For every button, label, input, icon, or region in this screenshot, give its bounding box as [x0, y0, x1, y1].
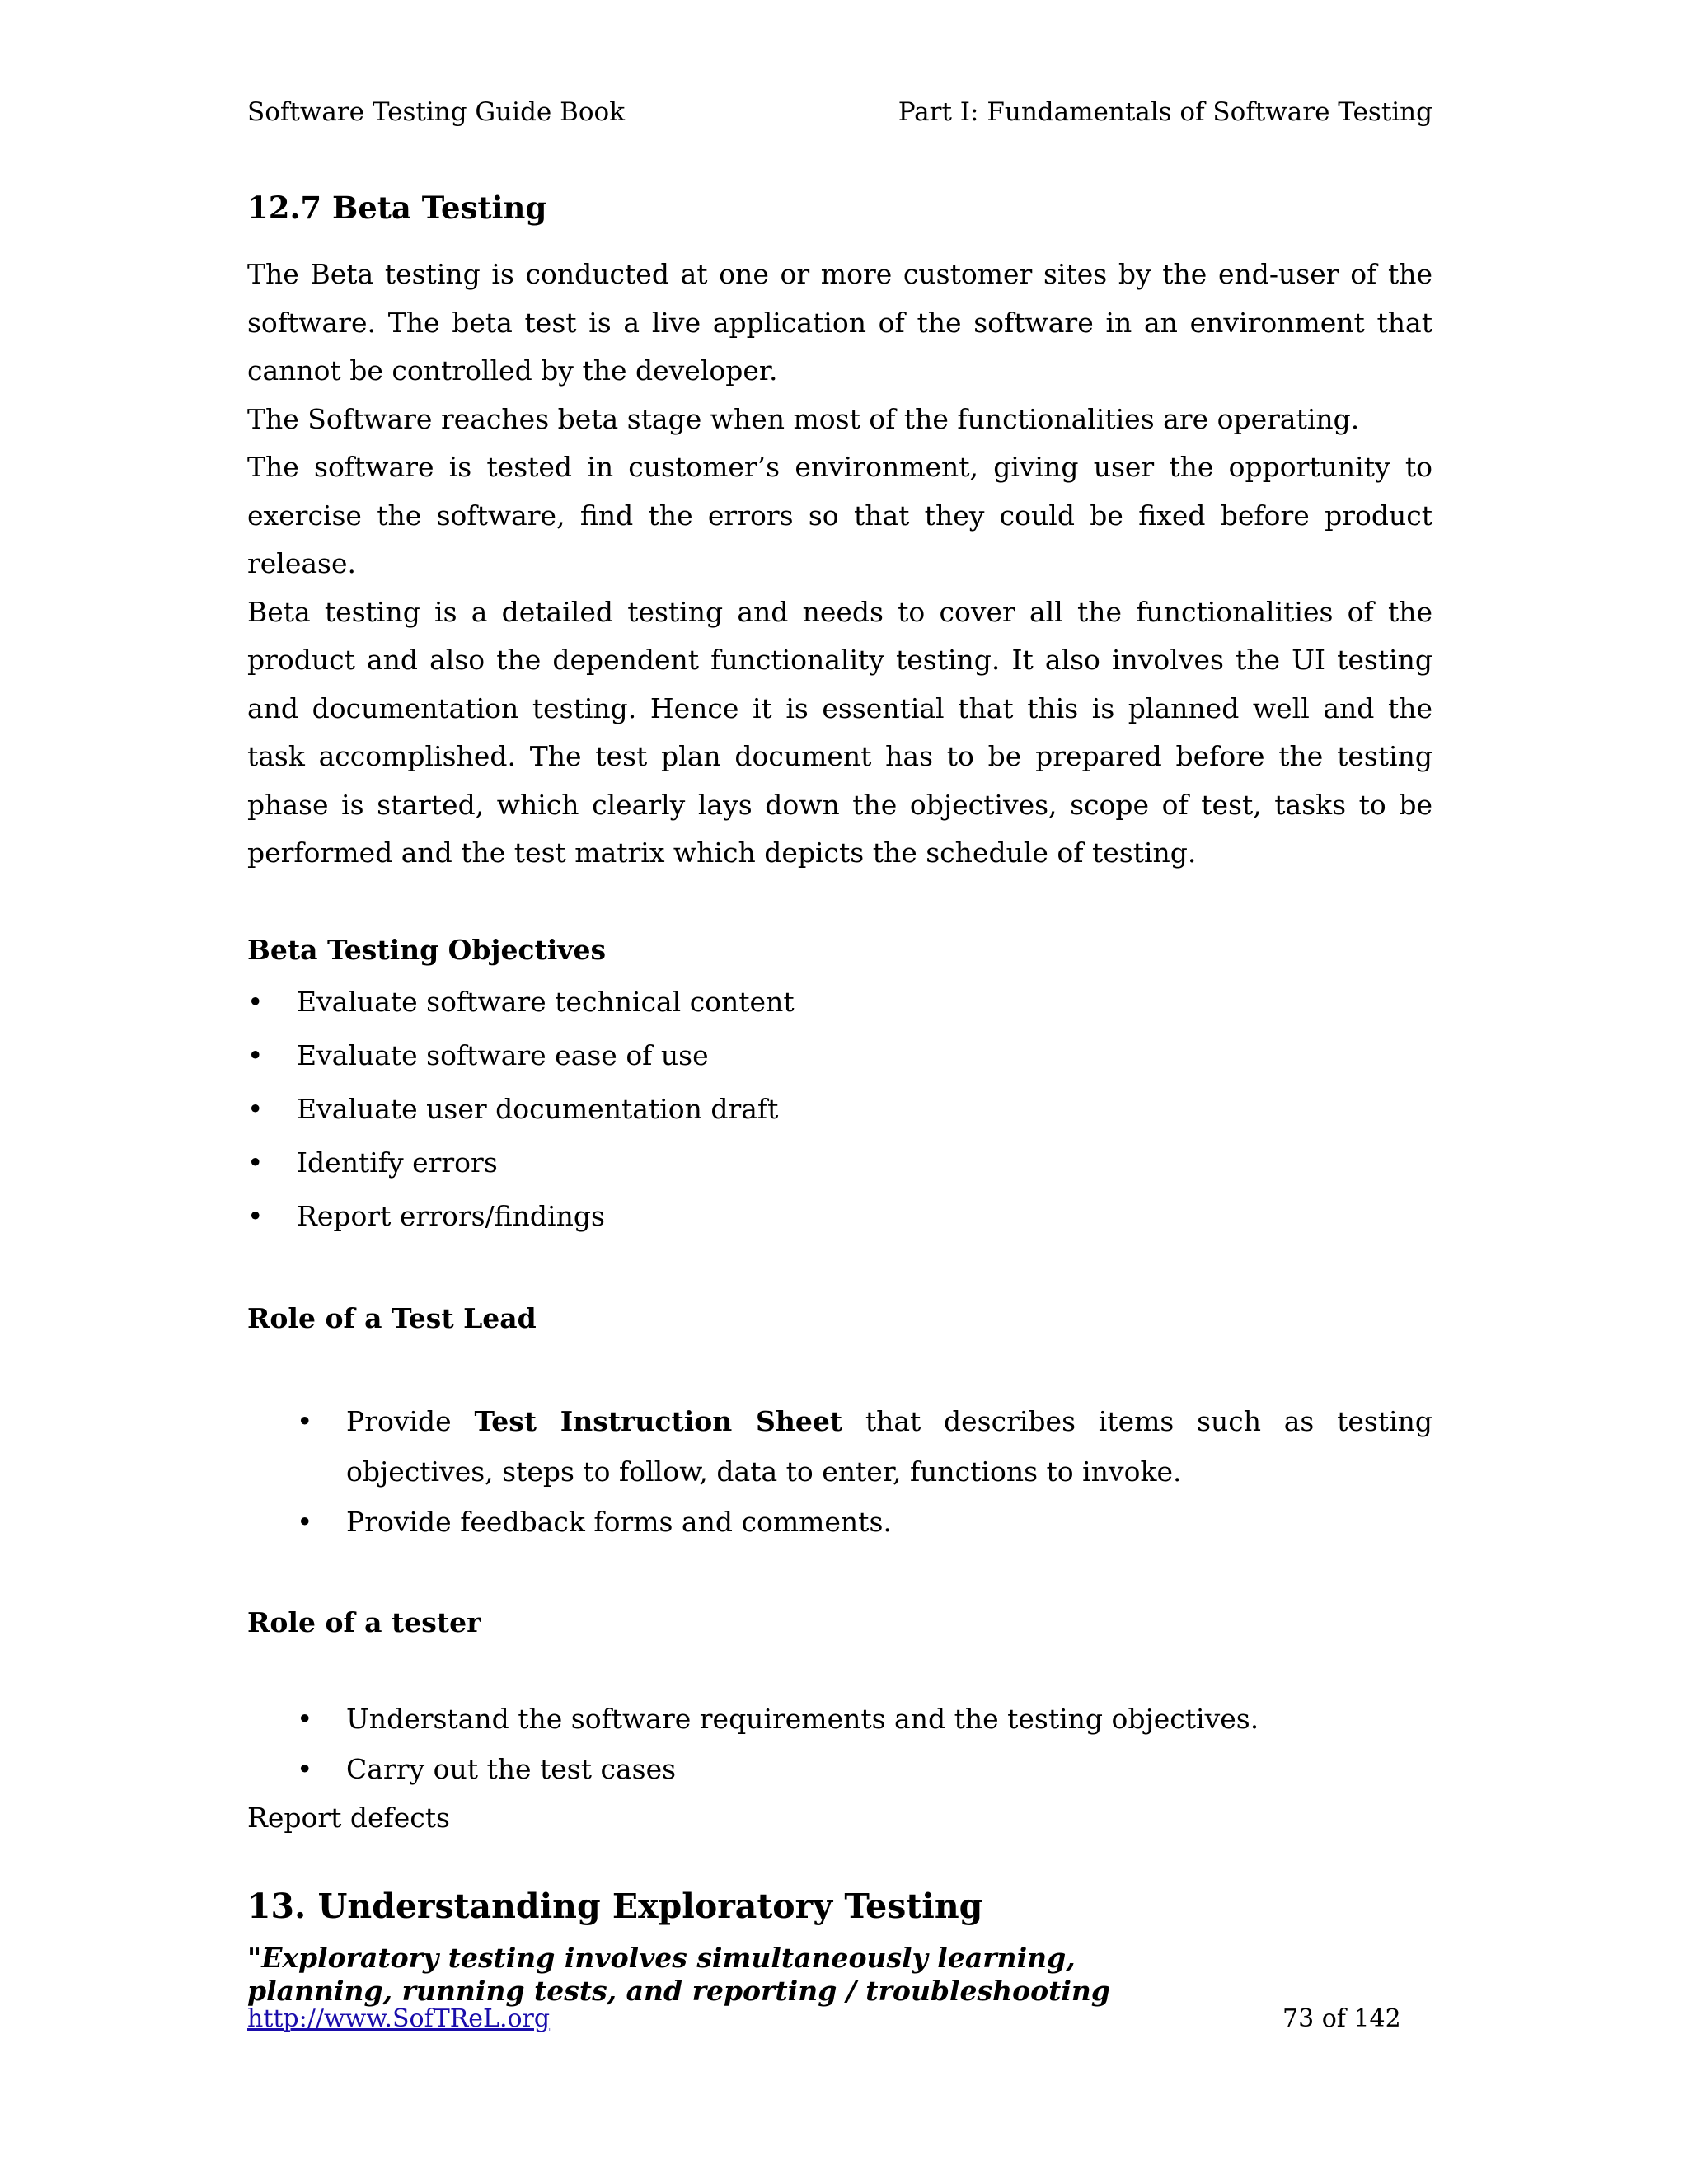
page-content	[247, 188, 1432, 2008]
test-instruction-sheet-term: Test Instruction Sheet	[474, 1404, 843, 1437]
header-part-title: Part I: Fundamentals of Software Testing	[898, 97, 1432, 127]
list-item: • Report errors/findings	[247, 1189, 1432, 1243]
list-item: • Carry out the test cases	[247, 1744, 1432, 1794]
footer-website-link[interactable]: http://www.SofTReL.org	[247, 2004, 551, 2033]
header-book-title: Software Testing Guide Book	[247, 97, 626, 127]
test-lead-item-prefix: Provide	[346, 1404, 475, 1437]
exploratory-quote-line-1: "Exploratory testing involves simultaneously learning,	[247, 1942, 1076, 1975]
list-item: • Evaluate software ease of use	[247, 1029, 1432, 1082]
section-12-7-title: 12.7 Beta Testing	[247, 190, 547, 226]
list-item	[247, 1396, 1432, 1497]
test-lead-heading: Role of a Test Lead	[247, 1301, 537, 1334]
beta-paragraph-4: Beta testing is a detailed testing and needs to cover all the functionalities of the product and also the dependent functionality testing. It also involves the UI testing and documentation testing. Hence it is essential that this is planned well and the task accomplished. The test plan document has to be prepared before the testing phase is started, which clearly lays down the objectives, scope of test, tasks to be performed and the test matrix which depicts the schedule of testing.	[247, 595, 1432, 869]
report-defects-text: Report defects	[247, 1801, 450, 1834]
beta-paragraph-3: The software is tested in customer’s environment, giving user the opportunity to exercise the software, find the errors so that they could be fixed before product release.	[247, 451, 1432, 580]
tester-list	[247, 1694, 1432, 1794]
objectives-heading: Beta Testing Objectives	[247, 933, 607, 966]
test-lead-list	[247, 1396, 1432, 1547]
exploratory-quote-line-2: planning, running tests, and reporting / troubleshooting	[247, 1975, 1110, 2008]
objectives-list	[247, 975, 1432, 1243]
list-item: • Identify errors	[247, 1136, 1432, 1189]
list-item: • Understand the software requirements and the testing objectives.	[247, 1694, 1432, 1744]
tester-heading: Role of a tester	[247, 1605, 481, 1638]
beta-paragraph-2: The Software reaches beta stage when most of the functionalities are operating.	[247, 402, 1360, 435]
list-item: • Provide feedback forms and comments.	[247, 1497, 1432, 1547]
beta-paragraph-1: The Beta testing is conducted at one or more customer sites by the end-user of the software. The beta test is a live application of the software in an environment that cannot be controlled by the developer.	[247, 258, 1432, 387]
test-lead-item-suffix: that describes items such as testing objectives, steps to follow, data to enter, functions to invoke.	[346, 1404, 1433, 1488]
section-13-title: 13. Understanding Exploratory Testing	[247, 1886, 983, 1927]
list-item: • Evaluate user documentation draft	[247, 1082, 1432, 1136]
list-item: • Evaluate software technical content	[247, 975, 1432, 1029]
page-number: 73 of 142	[1282, 2004, 1401, 2033]
